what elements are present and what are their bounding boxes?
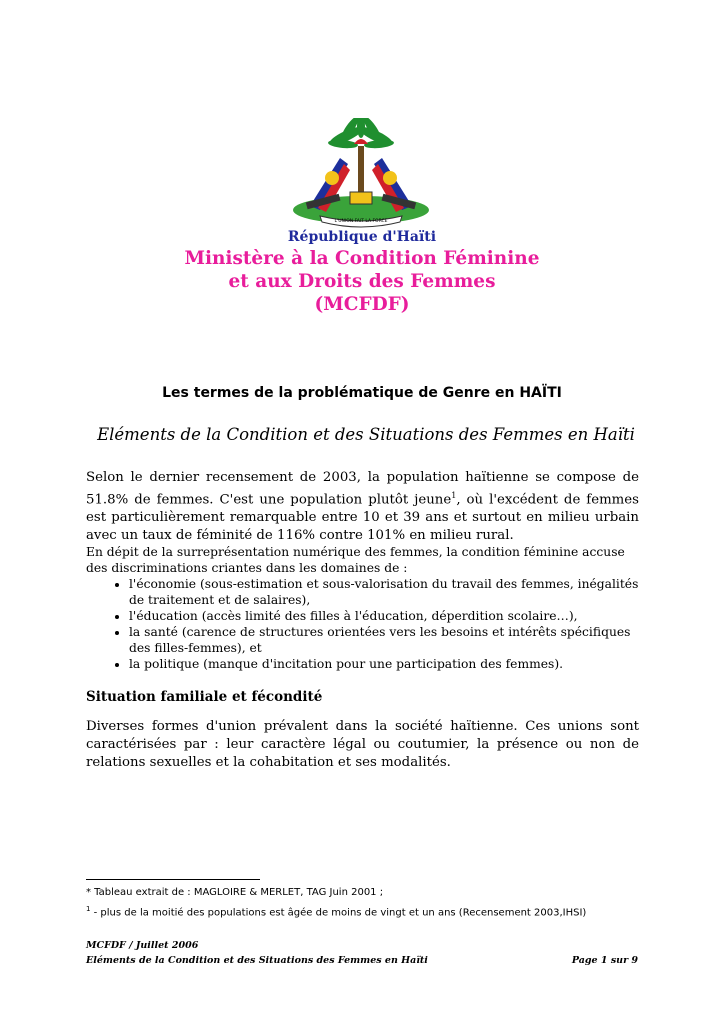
footnote-1 [86, 905, 586, 918]
ministry-name-line-2: et aux Droits des Femmes [228, 271, 496, 292]
paragraph-unions: Diverses formes d'union prévalent dans la société haïtienne. Ces unions sont caractérisées par : leur caractère légal ou coutumier, la présence ou non de relations sexuelles et la cohabitation et ses modalités. [86, 719, 639, 770]
discriminations-list [86, 576, 641, 672]
document-title: Eléments de la Condition et des Situations des Femmes en Haïti [97, 425, 635, 444]
document-subject: Les termes de la problématique de Genre en HAÏTI [162, 385, 562, 401]
coat-of-arms-icon [288, 118, 434, 230]
ministry-acronym: (MCFDF) [314, 294, 410, 315]
footer-page-number: Page 1 sur 9 [571, 955, 638, 966]
section-heading-family: Situation familiale et fécondité [86, 689, 323, 705]
paragraph-discriminations [86, 544, 641, 672]
svg-text:L'UNION FAIT LA FORCE: L'UNION FAIT LA FORCE [334, 219, 388, 224]
discriminations-intro: En dépit de la surreprésentation numérique des femmes, la condition féminine accuse des discriminations criantes dans les domaines de : [86, 545, 625, 575]
footer-org-date: MCFDF / Juillet 2006 [86, 940, 199, 951]
list-item: • la santé (carence de structures orientées vers les besoins et intérêts spécifiques des filles-femmes), et [129, 624, 641, 656]
footnote-separator [86, 879, 260, 880]
footer-doc-title: Eléments de la Condition et des Situations des Femmes en Haïti [86, 955, 428, 966]
republic-name: République d'Haïti [287, 229, 437, 245]
ministry-name-line-1: Ministère à la Condition Féminine [184, 248, 540, 269]
paragraph-population-text-1: Selon le dernier recensement de 2003, la population haïtienne se compose de 51.8% de femmes. C'est une population plutôt jeune [86, 470, 639, 508]
footnote-1-text: - plus de la moitié des populations est âgée de moins de vingt et un ans (Recensement 2003,IHSI) [90, 907, 587, 919]
list-item: • l'éducation (accès limité des filles à l'éducation, déperdition scolaire…), [129, 608, 641, 624]
paragraph-population [86, 469, 639, 545]
footnote-star: * Tableau extrait de : MAGLOIRE & MERLET, TAG Juin 2001 ; [86, 887, 384, 898]
paragraph-population-text-2: , où l'excédent de femmes est particulièrement remarquable entre 10 et 39 ans et surtout en milieu urbain avec un taux de féminité de 116% contre 101% en milieu rural. [86, 492, 639, 544]
footnote-1-mark: 1 [86, 905, 91, 913]
footnote-ref-1[interactable]: 1 [451, 491, 457, 500]
list-item: • l'économie (sous-estimation et sous-valorisation du travail des femmes, inégalités de traitement et de salaires), [129, 576, 641, 608]
list-item: • la politique (manque d'incitation pour une participation des femmes). [129, 656, 641, 672]
